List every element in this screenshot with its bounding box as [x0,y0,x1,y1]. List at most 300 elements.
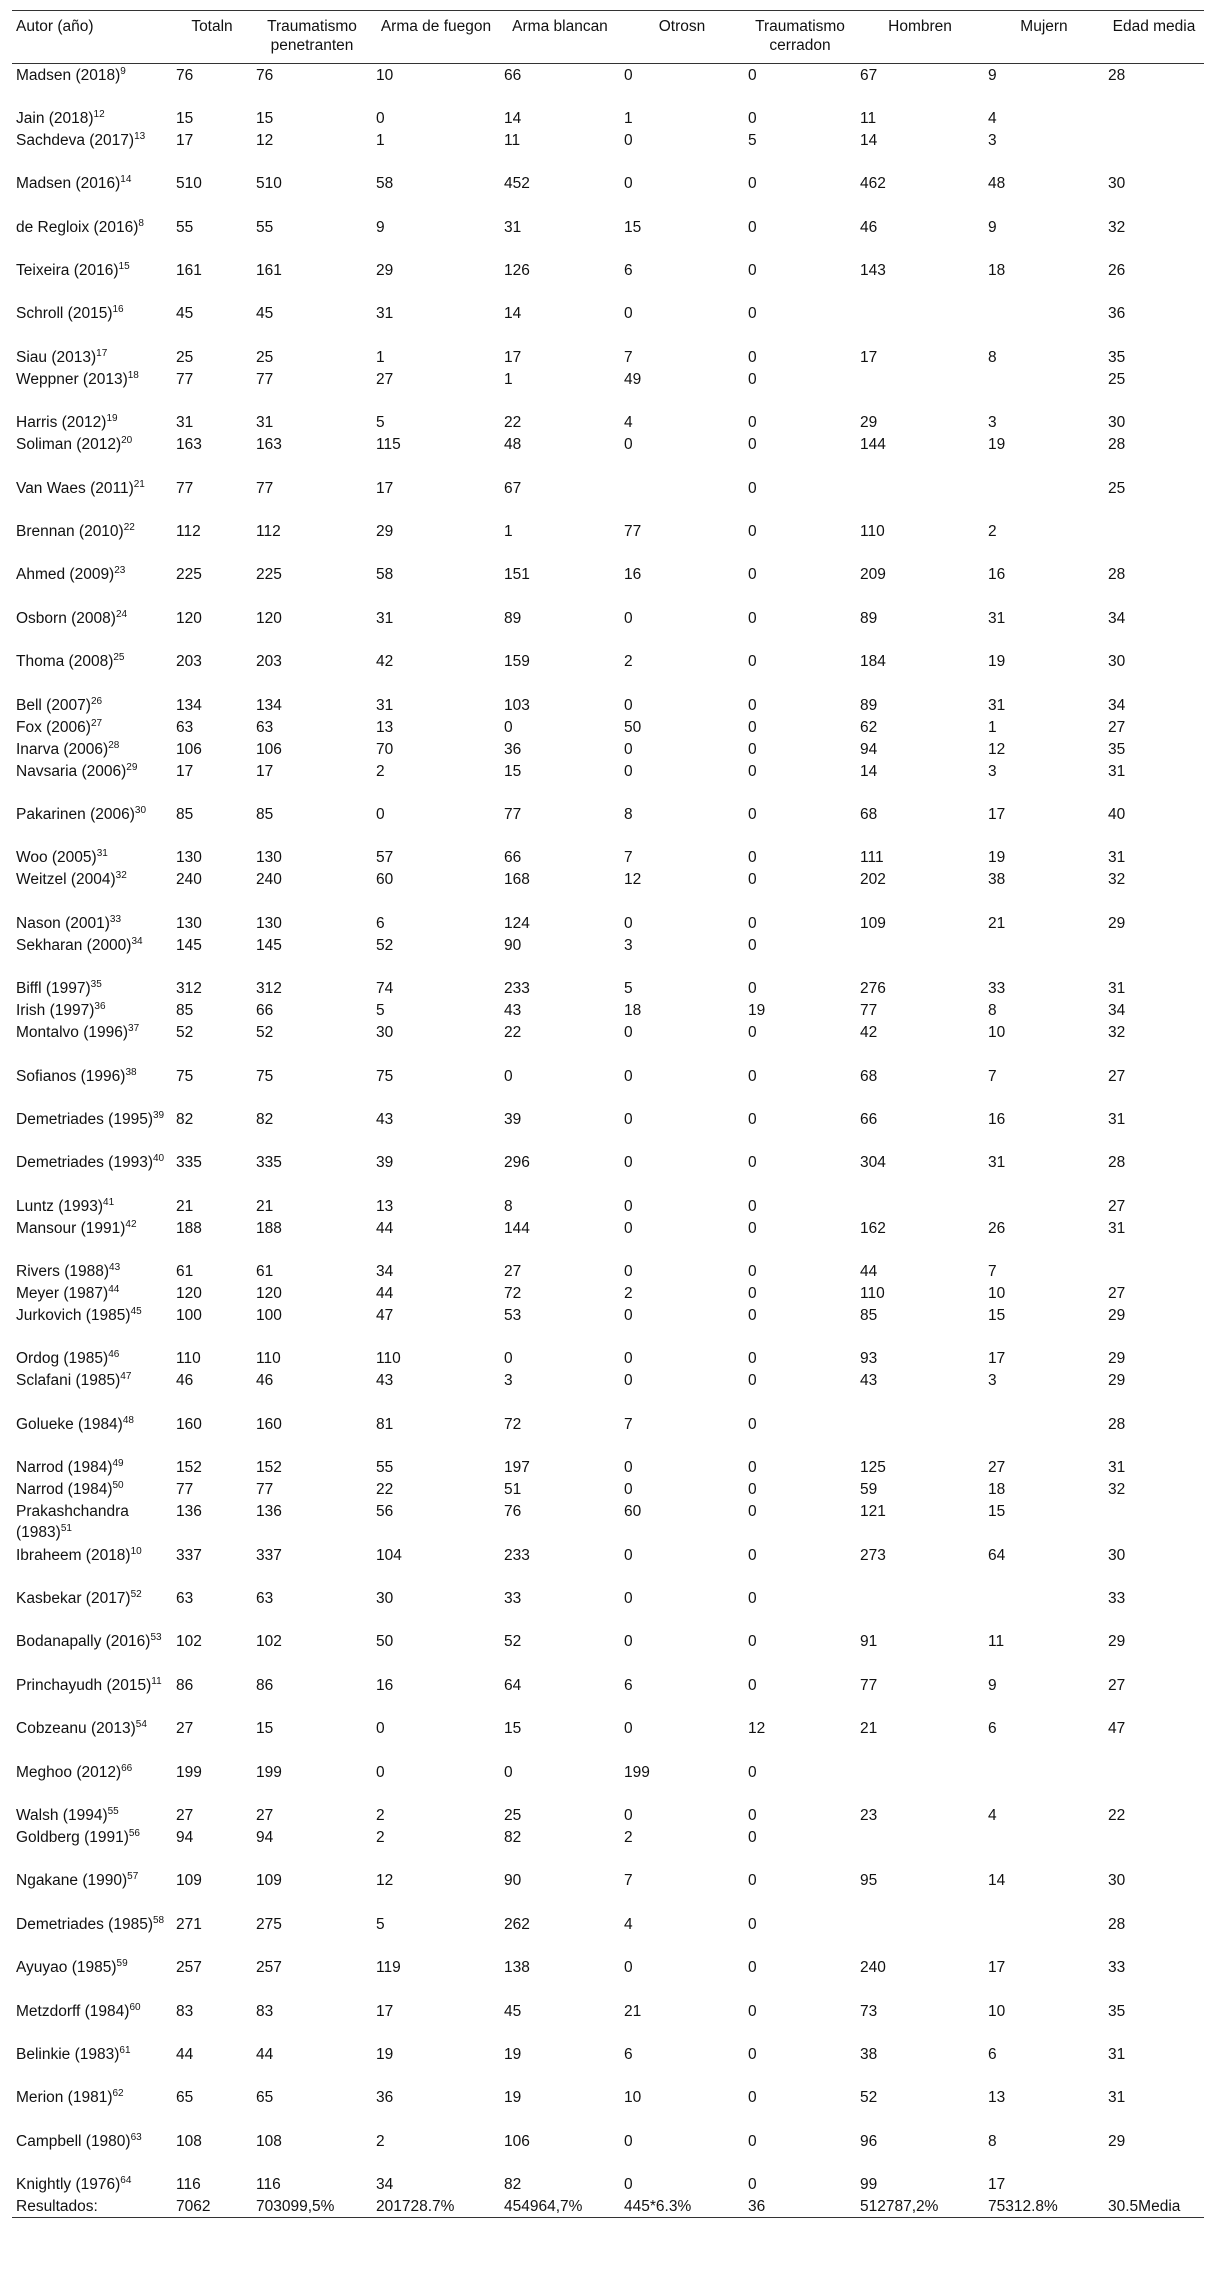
data-cell: 85 [860,1307,878,1325]
data-cell: 42 [376,653,394,671]
reference-number: 23 [114,565,126,577]
data-cell: 77 [504,805,522,823]
data-cell: 28 [1108,1415,1126,1433]
author-name: Pakarinen (2006) [16,805,135,823]
data-cell: 8 [504,1197,513,1215]
data-cell: 36 [376,2089,394,2107]
data-cell: 0 [748,1307,757,1325]
data-cell: 161 [256,262,282,280]
data-cell: 55 [176,218,194,236]
data-cell: 31 [1108,1110,1126,1128]
data-cell: 102 [176,1633,202,1651]
table-body [12,64,1204,2218]
data-cell: 44 [176,2045,194,2063]
author-name: Osborn (2008) [16,609,116,627]
results-cell: 36 [744,2195,856,2218]
data-cell: 27 [1108,1676,1126,1694]
table-row [12,563,1204,606]
table-row [12,1826,1204,1869]
data-cell: 3 [988,1372,997,1390]
data-cell: 22 [1108,1807,1126,1824]
data-cell: 126 [504,262,530,280]
reference-number: 41 [103,1196,115,1208]
data-cell: 64 [988,1546,1006,1564]
reference-number: 24 [115,608,128,620]
data-cell: 312 [176,980,202,998]
data-cell: 121 [860,1503,886,1521]
data-cell: 68 [860,1067,878,1085]
data-cell: 21 [624,2002,642,2020]
author-name: Van Waes (2011) [16,479,134,497]
table-row [12,1195,1204,1217]
data-cell: 50 [624,718,642,736]
data-cell: 63 [176,718,194,736]
author-name: Jain (2018) [16,109,94,127]
author-name: Princhayudh (2015) [16,1676,152,1694]
data-cell: 6 [988,2045,997,2063]
table-row [12,1717,1204,1760]
data-cell: 94 [256,1829,274,1846]
data-cell: 86 [176,1676,194,1694]
author-name: Thoma (2008) [16,653,114,671]
data-cell: 44 [376,1285,394,1303]
data-cell: 17 [860,348,878,366]
table-row [12,868,1204,911]
data-cell: 28 [1108,1915,1126,1933]
data-cell: 18 [988,262,1006,280]
data-cell: 161 [176,262,202,280]
data-cell: 233 [504,980,530,998]
data-cell: 17 [176,762,194,780]
data-cell: 34 [376,2176,394,2194]
data-cell: 0 [624,1154,633,1172]
data-cell: 0 [624,914,633,932]
data-cell: 0 [504,1067,513,1085]
data-cell: 0 [624,1372,633,1390]
author-cell [12,433,172,476]
data-cell [984,1761,1104,1804]
data-cell: 52 [860,2089,878,2107]
reference-number: 47 [120,1371,132,1383]
author-cell [12,411,172,433]
data-cell: 0 [748,696,757,714]
author-name: Meghoo (2012) [16,1763,122,1781]
reference-number: 21 [133,478,145,490]
data-cell: 46 [860,218,878,236]
data-cell: 109 [860,914,886,932]
data-cell: 30 [1108,1546,1126,1564]
data-cell: 160 [256,1415,282,1433]
data-cell: 0 [624,1350,633,1368]
data-cell: 9 [988,218,997,236]
data-cell: 58 [376,566,394,584]
data-cell: 18 [988,1481,1006,1499]
data-cell: 31 [1108,1219,1126,1237]
data-cell: 19 [376,2045,394,2063]
data-cell: 0 [624,609,633,627]
author-name: Prakashchandra (1983) [16,1503,129,1542]
data-cell: 47 [1108,1720,1126,1738]
data-cell: 8 [988,348,997,366]
results-cell: 512787,2% [856,2195,984,2218]
data-cell: 23 [860,1807,878,1824]
reference-number: 45 [130,1305,142,1317]
data-cell: 111 [860,849,884,867]
data-cell: 51 [504,1481,522,1499]
data-cell: 233 [504,1546,530,1564]
data-cell: 46 [176,1372,194,1390]
header-author: Autor (año) [12,11,172,64]
author-name: Sofianos (1996) [16,1067,126,1085]
data-cell: 31 [256,414,274,432]
author-cell [12,738,172,760]
data-cell: 14 [860,762,878,780]
reference-number: 12 [93,108,105,120]
header-penetrating: Traumatismo penetranten [252,11,372,64]
data-cell: 0 [748,348,757,366]
data-cell: 77 [176,370,194,388]
data-cell [984,1913,1104,1956]
author-name: Soliman (2012) [16,436,122,454]
data-cell: 19 [988,849,1006,867]
reference-number: 62 [112,2088,124,2100]
table-row [12,1478,1204,1500]
data-cell: 0 [748,849,757,867]
author-cell [12,1021,172,1064]
data-cell: 77 [256,1481,274,1499]
data-cell: 2 [624,1829,633,1846]
table-row [12,1282,1204,1304]
author-cell [12,934,172,977]
data-cell: 0 [624,67,633,84]
table-row [12,1369,1204,1412]
data-cell: 0 [748,1197,757,1215]
data-cell: 203 [256,653,282,671]
data-cell: 257 [176,1959,202,1977]
data-cell: 14 [988,1872,1006,1890]
author-name: Sclafani (1985) [16,1372,121,1390]
data-cell: 120 [176,609,202,627]
table-row [12,107,1204,129]
data-cell: 240 [256,871,282,889]
data-cell: 11 [988,1633,1005,1651]
data-cell: 112 [176,523,201,541]
data-cell: 45 [504,2002,522,2020]
table-row [12,1804,1204,1826]
data-cell: 52 [176,1024,194,1042]
data-cell: 19 [748,1002,766,1020]
data-cell: 48 [988,175,1006,193]
data-cell: 10 [988,2002,1006,2020]
reference-number: 39 [152,1109,165,1121]
table-row [12,64,1204,107]
author-cell [12,1108,172,1151]
table-row [12,1217,1204,1260]
author-cell [12,1761,172,1804]
author-name: Merion (1981) [16,2089,113,2107]
data-cell: 103 [504,696,530,714]
table-row [12,172,1204,215]
data-cell: 31 [1108,1459,1126,1477]
data-cell: 2 [376,2132,385,2150]
table-row [12,2173,1204,2195]
data-cell: 90 [504,936,522,954]
table-row [12,760,1204,803]
data-cell: 209 [860,566,886,584]
table-row [12,650,1204,693]
data-cell: 10 [988,1285,1006,1303]
data-cell [984,1413,1104,1456]
data-cell: 6 [624,2045,633,2063]
data-cell: 29 [376,262,394,280]
data-cell: 335 [256,1154,282,1172]
author-cell [12,1630,172,1673]
table-row [12,1151,1204,1194]
table-row [12,216,1204,259]
reference-number: 59 [116,1958,128,1970]
data-cell: 61 [256,1263,274,1281]
author-cell [12,477,172,520]
author-name: Madsen (2018) [16,67,121,84]
author-cell [12,2173,172,2195]
author-cell [12,2043,172,2086]
data-cell: 9 [988,67,997,84]
data-cell: 32 [1108,871,1126,889]
author-cell [12,1826,172,1869]
data-cell: 168 [504,871,530,889]
author-name: Narrod (1984) [16,1481,113,1499]
data-cell: 0 [624,175,633,193]
data-cell: 30 [1108,414,1126,432]
data-cell [984,1826,1104,1869]
data-cell: 188 [176,1219,202,1237]
data-cell: 17 [256,762,274,780]
data-cell: 77 [256,370,274,388]
data-cell: 7 [988,1263,997,1281]
author-cell [12,1869,172,1912]
data-cell: 110 [860,1285,885,1303]
data-cell: 462 [860,175,886,193]
data-cell: 0 [748,67,757,84]
author-name: Mansour (1991) [16,1219,126,1237]
data-cell: 76 [504,1503,522,1521]
data-cell: 130 [256,849,282,867]
results-cell: 445*6.3% [620,2195,744,2218]
data-cell: 0 [748,1763,757,1781]
data-cell: 29 [1108,2132,1126,2150]
data-cell: 2 [624,1285,633,1303]
data-cell: 296 [504,1154,530,1172]
data-cell: 12 [376,1872,394,1890]
reference-number: 14 [120,174,132,186]
data-cell: 58 [376,175,394,193]
author-cell [12,650,172,693]
author-name: Schroll (2015) [16,305,113,323]
data-cell: 25 [1108,370,1126,388]
data-cell: 47 [376,1307,394,1325]
data-cell: 25 [504,1807,522,1824]
data-cell: 18 [624,1002,642,1020]
author-cell [12,803,172,846]
data-cell: 22 [504,414,522,432]
data-cell: 75 [376,1067,394,1085]
data-cell [1104,129,1204,172]
data-cell: 29 [860,414,878,432]
data-cell: 0 [624,1546,633,1564]
author-name: Woo (2005) [16,849,97,867]
author-name: Harris (2012) [16,414,107,432]
data-cell: 0 [504,1350,513,1368]
data-cell: 7 [988,1067,997,1085]
data-cell: 72 [504,1415,522,1433]
reference-number: 51 [60,1523,72,1535]
data-cell: 0 [624,1110,633,1128]
data-cell: 0 [748,1024,757,1042]
data-cell: 0 [748,1219,757,1237]
data-cell: 44 [376,1219,394,1237]
data-cell: 33 [1108,1959,1126,1977]
reference-number: 48 [122,1414,134,1426]
reference-number: 15 [118,260,130,272]
data-cell: 43 [504,1002,522,1020]
data-cell: 27 [504,1263,522,1281]
data-cell: 31 [1108,849,1126,867]
data-cell: 75 [256,1067,274,1085]
data-cell: 94 [860,740,878,758]
data-cell: 0 [748,718,757,736]
data-cell: 109 [256,1872,282,1890]
data-cell: 108 [256,2132,282,2150]
data-cell: 0 [748,1807,757,1824]
data-cell: 119 [376,1959,401,1977]
data-cell: 0 [748,566,757,584]
data-cell: 30 [1108,175,1126,193]
reference-number: 30 [134,804,147,816]
data-cell: 14 [504,109,522,127]
data-cell: 21 [176,1197,194,1215]
data-cell: 136 [256,1503,282,1521]
data-cell: 65 [256,2089,274,2107]
data-cell [984,302,1104,345]
data-cell: 38 [860,2045,878,2063]
data-cell: 145 [256,936,282,954]
data-cell: 85 [176,805,194,823]
author-name: Weitzel (2004) [16,871,116,889]
reference-number: 52 [130,1588,142,1600]
data-cell: 28 [1108,1154,1126,1172]
data-cell: 31 [376,696,394,714]
data-cell: 7 [624,1872,633,1890]
data-cell: 335 [176,1154,202,1172]
data-cell: 21 [860,1720,878,1738]
author-name: Weppner (2013) [16,370,128,388]
data-cell: 1 [504,370,513,388]
data-cell: 203 [176,653,202,671]
data-cell: 27 [256,1807,274,1824]
data-cell [984,1587,1104,1630]
data-cell: 0 [376,805,385,823]
data-cell: 0 [748,980,757,998]
data-cell: 6 [376,914,385,932]
data-cell: 9 [988,1676,997,1694]
data-cell: 31 [376,305,394,323]
author-cell [12,1804,172,1826]
data-cell: 0 [376,1763,385,1781]
data-cell: 61 [176,1263,194,1281]
table-row [12,2043,1204,2086]
author-name: Nason (2001) [16,914,110,932]
data-cell: 70 [376,740,394,758]
reference-number: 19 [106,413,118,425]
data-cell: 0 [624,2132,633,2150]
author-cell [12,760,172,803]
header-row [12,11,1204,64]
reference-number: 11 [151,1675,162,1687]
data-cell: 130 [256,914,282,932]
data-cell: 21 [988,914,1006,932]
data-cell: 89 [504,609,522,627]
data-cell: 0 [748,218,757,236]
author-cell [12,694,172,716]
data-cell: 134 [176,696,202,714]
data-cell: 52 [376,936,394,954]
author-cell [12,1282,172,1304]
data-cell: 38 [988,871,1006,889]
data-cell: 225 [256,566,282,584]
data-cell [856,934,984,977]
data-cell: 199 [624,1763,650,1781]
data-cell: 3 [624,936,633,954]
data-cell: 102 [256,1633,282,1651]
data-cell: 12 [988,740,1006,758]
data-cell: 162 [860,1219,886,1237]
data-cell: 32 [1108,218,1126,236]
data-cell: 29 [1108,1633,1126,1651]
data-cell [856,1913,984,1956]
data-cell: 0 [748,479,757,497]
author-name: Goldberg (1991) [16,1829,129,1846]
data-cell: 112 [256,523,281,541]
data-cell: 0 [748,2045,757,2063]
data-cell: 197 [504,1459,530,1477]
data-cell: 99 [860,2176,878,2194]
data-cell: 0 [748,175,757,193]
data-cell: 29 [1108,1372,1126,1390]
reference-number: 10 [130,1545,142,1557]
data-cell: 81 [376,1415,394,1433]
data-cell: 27 [176,1720,194,1738]
data-cell: 110 [860,523,885,541]
author-name: Madsen (2016) [16,175,121,193]
reference-number: 20 [121,435,133,447]
reference-number: 55 [107,1805,119,1817]
author-name: Belinkie (1983) [16,2045,120,2063]
data-cell: 0 [624,1024,633,1042]
author-name: Metzdorff (1984) [16,2002,130,2020]
reference-number: 66 [121,1762,133,1774]
reference-number: 9 [120,65,126,77]
data-cell: 4 [988,109,997,127]
data-cell: 0 [748,1372,757,1390]
data-cell: 60 [624,1503,642,1521]
table-row [12,1761,1204,1804]
author-cell [12,1717,172,1760]
results-cell: 75312.8% [984,2195,1104,2218]
data-cell: 240 [860,1959,886,1977]
data-cell: 57 [376,849,394,867]
data-cell: 27 [1108,1067,1126,1085]
table-row [12,846,1204,868]
